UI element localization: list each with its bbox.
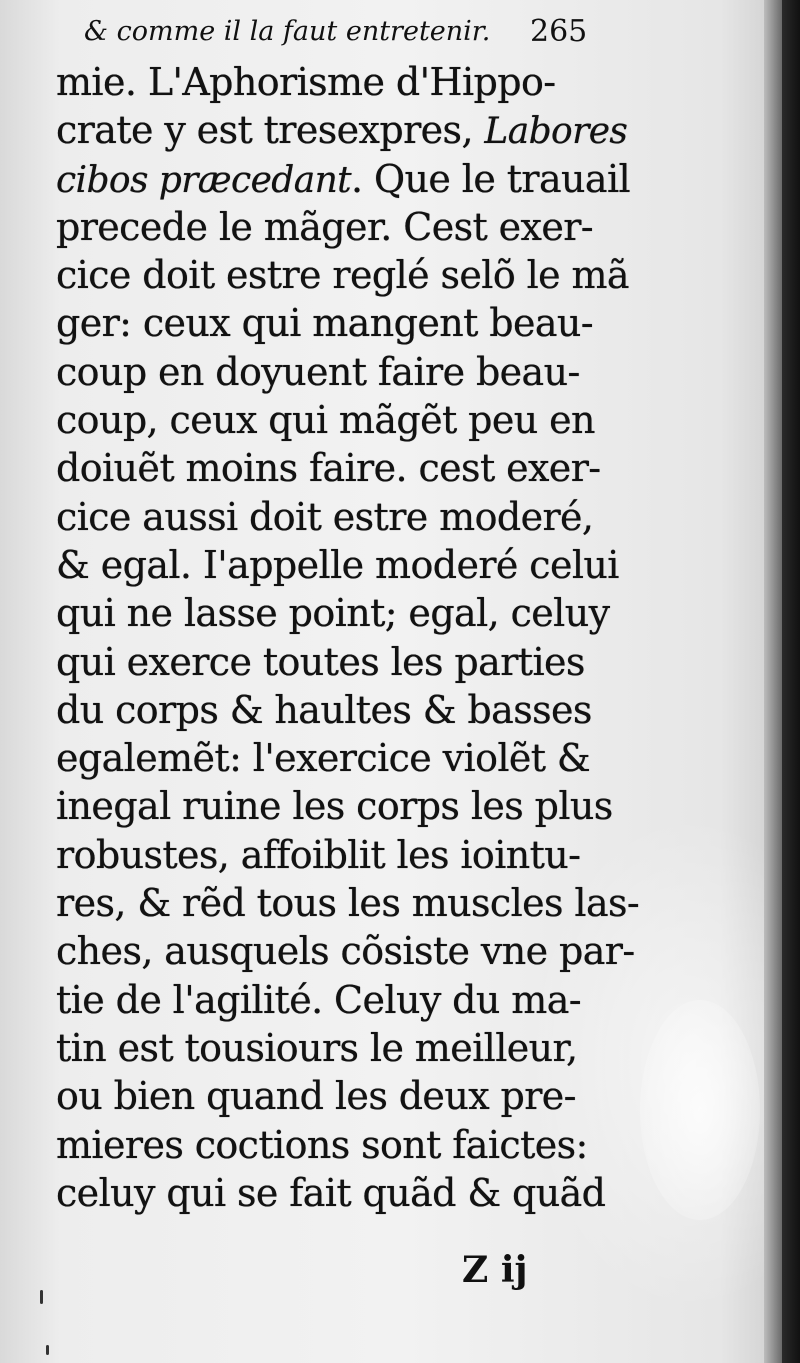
text-line xyxy=(56,106,646,154)
text-line xyxy=(56,734,646,782)
text-line xyxy=(56,589,646,637)
text-line xyxy=(56,782,646,830)
body-text xyxy=(56,58,646,1217)
text-line xyxy=(56,638,646,686)
text-line xyxy=(56,299,646,347)
text-line xyxy=(56,541,646,589)
text-segment: celuy qui se fait quãd & quãd xyxy=(56,1170,606,1215)
text-segment: inegal ruine les corps les plus xyxy=(56,784,613,829)
text-line xyxy=(56,396,646,444)
text-line xyxy=(56,493,646,541)
text-line xyxy=(56,1121,646,1169)
ink-speck xyxy=(46,1345,49,1355)
text-segment: egalemẽt: l'exercice violẽt & xyxy=(56,736,591,781)
text-segment: ou bien quand les deux pre- xyxy=(56,1074,576,1119)
ink-speck xyxy=(40,1290,43,1304)
text-segment: precede le mãger. Cest exer- xyxy=(56,204,594,249)
text-segment: du corps & haultes & basses xyxy=(56,687,592,732)
text-segment: robustes, affoiblit les iointu- xyxy=(56,832,581,877)
text-segment: tie de l'agilité. Celuy du ma- xyxy=(56,977,581,1022)
text-line xyxy=(56,348,646,396)
facing-page-edge xyxy=(782,0,800,1363)
text-line xyxy=(56,927,646,975)
text-segment: ches, ausquels cõsiste vne par- xyxy=(56,929,635,974)
text-line xyxy=(56,251,646,299)
page-number: 265 xyxy=(530,14,588,49)
signature-mark: Z ij xyxy=(462,1249,528,1291)
text-line xyxy=(56,1024,646,1072)
text-segment: cice doit estre reglé selõ le mã xyxy=(56,253,629,298)
text-segment: coup en doyuent faire beau- xyxy=(56,349,580,394)
text-segment: mie. L'Aphorisme d'Hippo- xyxy=(56,60,556,104)
text-segment: & egal. I'appelle moderé celui xyxy=(56,542,619,587)
text-line xyxy=(56,155,646,203)
running-head xyxy=(84,12,604,52)
text-segment: qui exerce toutes les parties xyxy=(56,639,585,684)
text-line xyxy=(56,976,646,1024)
text-segment: coup, ceux qui mãgẽt peu en xyxy=(56,398,595,443)
running-head-title: & comme il la faut entretenir. xyxy=(84,16,491,47)
text-segment: tin est tousiours le meilleur, xyxy=(56,1025,578,1070)
italic-phrase: Labores xyxy=(484,111,628,153)
italic-phrase: cibos præcedant xyxy=(56,159,352,201)
text-segment: cice aussi doit estre moderé, xyxy=(56,494,594,539)
text-segment: . Que le trauail xyxy=(351,156,631,201)
text-line xyxy=(56,1169,646,1217)
text-line xyxy=(56,879,646,927)
text-segment: qui ne lasse point; egal, celuy xyxy=(56,591,610,636)
text-segment: ger: ceux qui mangent beau- xyxy=(56,301,594,346)
text-line xyxy=(56,686,646,734)
text-line xyxy=(56,203,646,251)
text-segment: crate y est tresexpres, xyxy=(56,108,485,153)
text-line xyxy=(56,444,646,492)
paper-stain xyxy=(640,1000,760,1220)
text-segment: mieres coctions sont faictes: xyxy=(56,1122,588,1167)
text-segment: doiuẽt moins faire. cest exer- xyxy=(56,446,601,491)
text-line xyxy=(56,1072,646,1120)
text-segment: res, & rẽd tous les muscles las- xyxy=(56,881,640,926)
text-line xyxy=(56,831,646,879)
page-edge-shadow xyxy=(764,0,782,1363)
text-line xyxy=(56,58,646,106)
